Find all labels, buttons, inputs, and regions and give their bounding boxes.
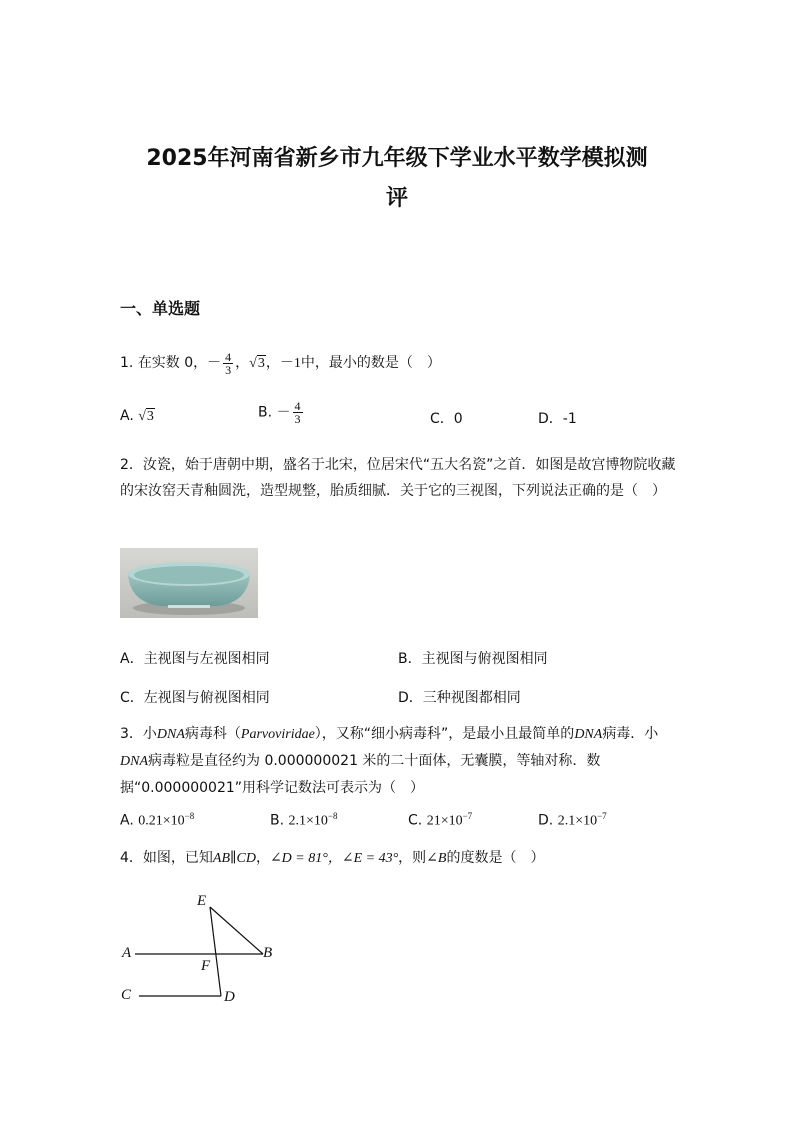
q2-option-b[interactable]: B．主视图与俯视图相同 bbox=[398, 651, 548, 667]
q4-parallel-condition: AB∥CD bbox=[212, 851, 256, 866]
q2-option-c[interactable]: C．左视图与俯视图相同 bbox=[120, 690, 270, 706]
question-1: 1. 在实数 0，－ $\frac{4}{3}$ ，√3，－1中，最小的数是（ ） bbox=[120, 349, 441, 377]
point-label-e: E bbox=[197, 893, 207, 909]
q3-dna: DNA bbox=[156, 727, 185, 742]
page-title: 2025年河南省新乡市九年级下学业水平数学模拟测 bbox=[146, 146, 648, 171]
q3-option-a[interactable]: A. $0.21\times 10^{-8}$ bbox=[120, 811, 195, 829]
q1-sqrt-3: √3 bbox=[249, 356, 265, 371]
point-label-a: A bbox=[122, 945, 132, 961]
q1-option-a[interactable]: A. √3 bbox=[120, 408, 154, 424]
point-label-b: B bbox=[263, 945, 273, 961]
point-label-c: C bbox=[121, 987, 132, 1003]
ru-ware-bowl-image bbox=[120, 548, 258, 618]
section-heading: 一、单选题 bbox=[120, 299, 201, 318]
point-label-f: F bbox=[201, 958, 211, 974]
q2-option-a[interactable]: A．主视图与左视图相同 bbox=[120, 651, 270, 667]
q1-option-b[interactable]: B. － $\frac{4}{3}$ bbox=[258, 399, 301, 426]
question-4: 4．如图，已知AB∥CD，∠D = 81°，∠E = 43°，则∠B的度数是（ ） bbox=[120, 850, 545, 866]
page-title-continued: 评 bbox=[385, 186, 408, 211]
q1-text-post: 中，最小的数是（ ） bbox=[300, 355, 441, 371]
q1-text-pre: 在实数 0， bbox=[137, 355, 208, 371]
q4-angle-condition: ∠D = 81°，∠E = 43° bbox=[269, 851, 399, 866]
q2-option-d[interactable]: D．三种视图都相同 bbox=[398, 690, 521, 706]
question-2: 2．汝瓷，始于唐朝中期，盛名于北宋，位居宋代“五大名瓷”之首．如图是故宫博物院收藏的宋汝窑天青釉圆洗，造型规整，胎质细腻．关于它的三视图，下列说法正确的是（ ） bbox=[120, 457, 676, 499]
q1-option-c[interactable]: C．0 bbox=[430, 411, 463, 427]
q1-frac-neg-4-3: － $\frac{4}{3}$ bbox=[207, 349, 232, 377]
line-eb bbox=[210, 907, 263, 954]
question-3: 3．小DNA病毒科（Parvoviridae），又称“细小病毒科”，是最小且最简单的DNA病毒．小DNA病毒粒是直径约为 0.000000021 米的二十面体，无囊膜，等轴对称．数据“0.000000021”用科学记数法可表示为（ ） bbox=[120, 726, 659, 796]
q1-number: 1. bbox=[120, 355, 134, 371]
point-label-d: D bbox=[224, 989, 235, 1005]
line-ed bbox=[210, 907, 221, 996]
q3-latin-name: Parvoviridae bbox=[240, 727, 315, 742]
q3-option-d[interactable]: D. $2.1\times 10^{-7}$ bbox=[538, 811, 607, 829]
q3-option-c[interactable]: C. $21\times 10^{-7}$ bbox=[408, 811, 473, 829]
q1-option-d[interactable]: D．-1 bbox=[538, 411, 577, 427]
q1-neg-one: －1 bbox=[279, 356, 301, 371]
q3-option-b[interactable]: B. $2.1\times 10^{-8}$ bbox=[270, 811, 338, 829]
